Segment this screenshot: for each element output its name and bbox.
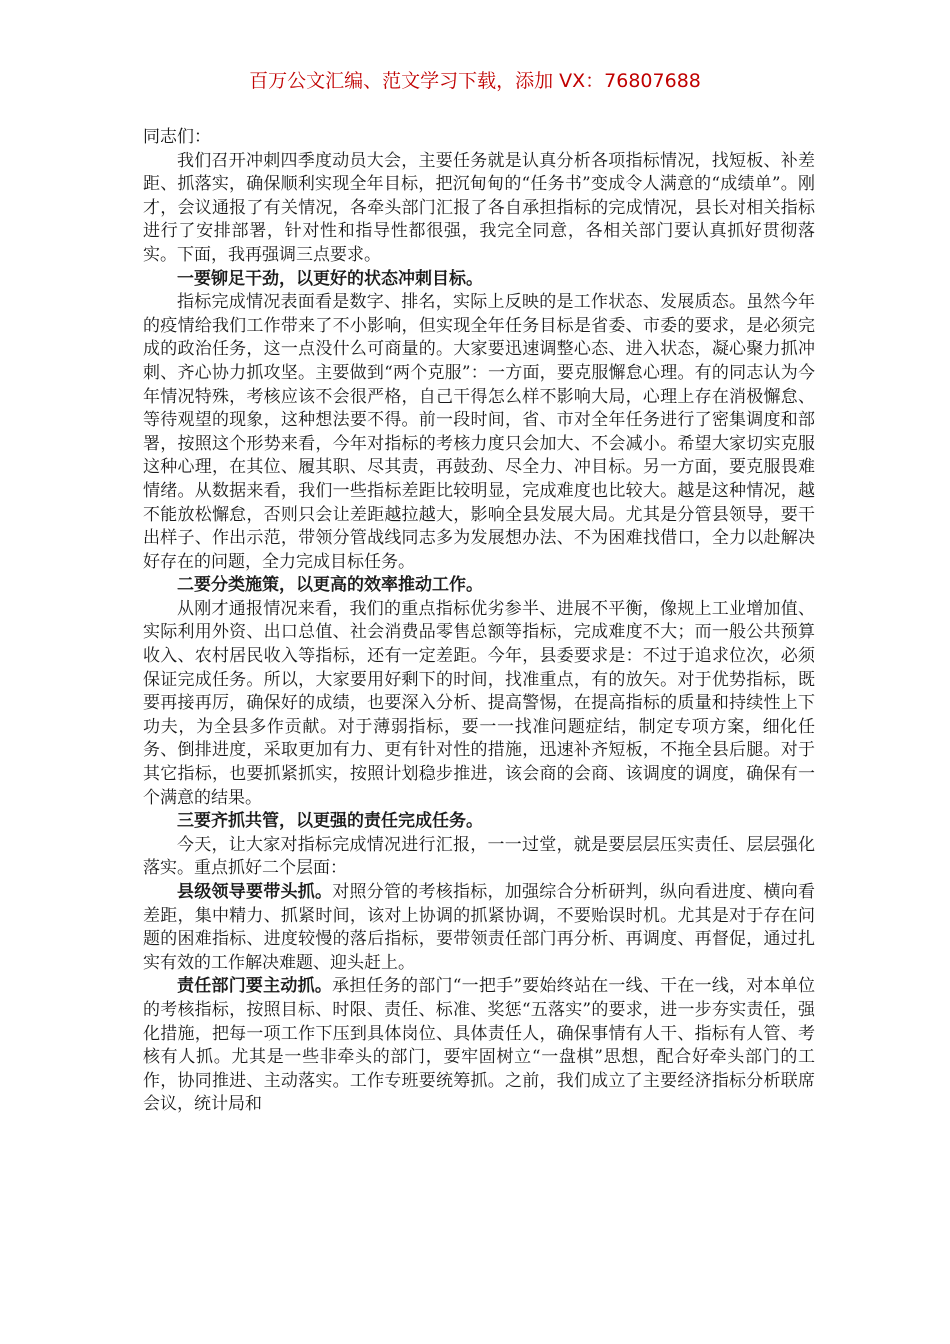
section-2-heading: 二要分类施策，以更高的效率推动工作。 [177, 575, 483, 596]
intro-paragraph: 我们召开冲刺四季度动员大会，主要任务就是认真分析各项指标情况，找短板、补差距、抓落实，确保顺利实现全年目标，把沉甸甸的“任务书”变成令人满意的“成绩单”。刚才，会议通报了有关情况，各牵头部门汇报了各自承担指标的完成情况，县长对相关指标进行了安排部署，针对性和指导性都很强，我完全同意，各相关部门要认真抓好贯彻落实。下面，我再强调三点要求。 [143, 150, 815, 265]
point-1-paragraph [143, 881, 815, 975]
section-3-heading: 三要齐抓共管，以更强的责任完成任务。 [177, 811, 483, 832]
salutation: 同志们： [143, 127, 211, 147]
point-1-body: 对照分管的考核指标，加强综合分析研判，纵向看进度、横向看差距，集中精力、抓紧时间，该对上协调的抓紧协调，不要贻误时机。尤其是对于存在问题的困难指标、进度较慢的落后指标，要带领责任部门再分析、再调度、再督促，通过扎实有效的工作解决难题、迎头赶上。 [143, 882, 815, 973]
point-2-lead: 责任部门要主动抓。 [177, 976, 333, 997]
section-1-heading: 一要铆足干劲，以更好的状态冲刺目标。 [177, 268, 483, 289]
section-1-paragraph: 指标完成情况表面看是数字、排名，实际上反映的是工作状态、发展质态。虽然今年的疫情给我们工作带来了不小影响，但实现全年任务目标是省委、市委的要求，是必须完成的政治任务，这一点没什么可商量的。大家要迅速调整心态、进入状态，凝心聚力抓冲刺、齐心协力抓攻坚。主要做到“两个克服”：一方面，要克服懈怠心理。有的同志认为今年情况特殊，考核应该不会很严格，自己干得怎么样不影响大局，心理上存在消极懈怠、等待观望的现象，这种想法要不得。前一段时间，省、市对全年任务进行了密集调度和部署，按照这个形势来看，今年对指标的考核力度只会加大、不会减小。希望大家切实克服这种心理，在其位、履其职、尽其责，再鼓劲、尽全力、冲目标。另一方面，要克服畏难情绪。从数据来看，我们一些指标差距比较明显，完成难度也比较大。越是这种情况，越不能放松懈怠，否则只会让差距越拉越大，影响全县发展大局。尤其是分管县领导，要干出样子、作出示范，带领分管战线同志多为发展想办法、不为困难找借口，全力以赴解决好存在的问题，全力完成目标任务。 [143, 292, 815, 572]
section-2-paragraph: 从刚才通报情况来看，我们的重点指标优劣参半、进展不平衡，像规上工业增加值、实际利用外资、出口总值、社会消费品零售总额等指标，完成难度不大；而一般公共预算收入、农村居民收入等指标，还有一定差距。今年，县委要求是：不过于追求位次，必须保证完成任务。所以，大家要用好剩下的时间，找准重点，有的放矢。对于优势指标，既要再接再厉，确保好的成绩，也要深入分析、提高警惕，在提高指标的质量和持续性上下功夫，为全县多作贡献。对于薄弱指标，要一一找准问题症结，制定专项方案，细化任务、倒排进度，采取更加有力、更有针对性的措施，迅速补齐短板，不拖全县后腿。对于其它指标，也要抓紧抓实，按照计划稳步推进，该会商的会商、该调度的调度，确保有一个满意的结果。 [143, 598, 815, 808]
point-2-paragraph [143, 975, 815, 1117]
point-2-body: 承担任务的部门“一把手”要始终站在一线、干在一线，对本单位的考核指标，按照目标、时限、责任、标准、奖惩“五落实”的要求，进一步夯实责任，强化措施，把每一项工作下压到具体岗位、具体责任人，确保事情有人干、指标有人管、考核有人抓。尤其是一些非牵头的部门，要牢固树立“一盘棋”思想，配合好牵头部门的工作，协同推进、主动落实。工作专班要统筹抓。之前，我们成立了主要经济指标分析联席会议，统计局和 [143, 976, 815, 1115]
section-3-paragraph: 今天，让大家对指标完成情况进行汇报，一一过堂，就是要层层压实责任、层层强化落实。重点抓好二个层面： [143, 834, 815, 879]
point-1-lead: 县级领导要带头抓。 [177, 882, 333, 902]
document-body [143, 126, 815, 1117]
header-banner: 百万公文汇编、范文学习下载，添加 VX：76807688 [249, 70, 701, 92]
